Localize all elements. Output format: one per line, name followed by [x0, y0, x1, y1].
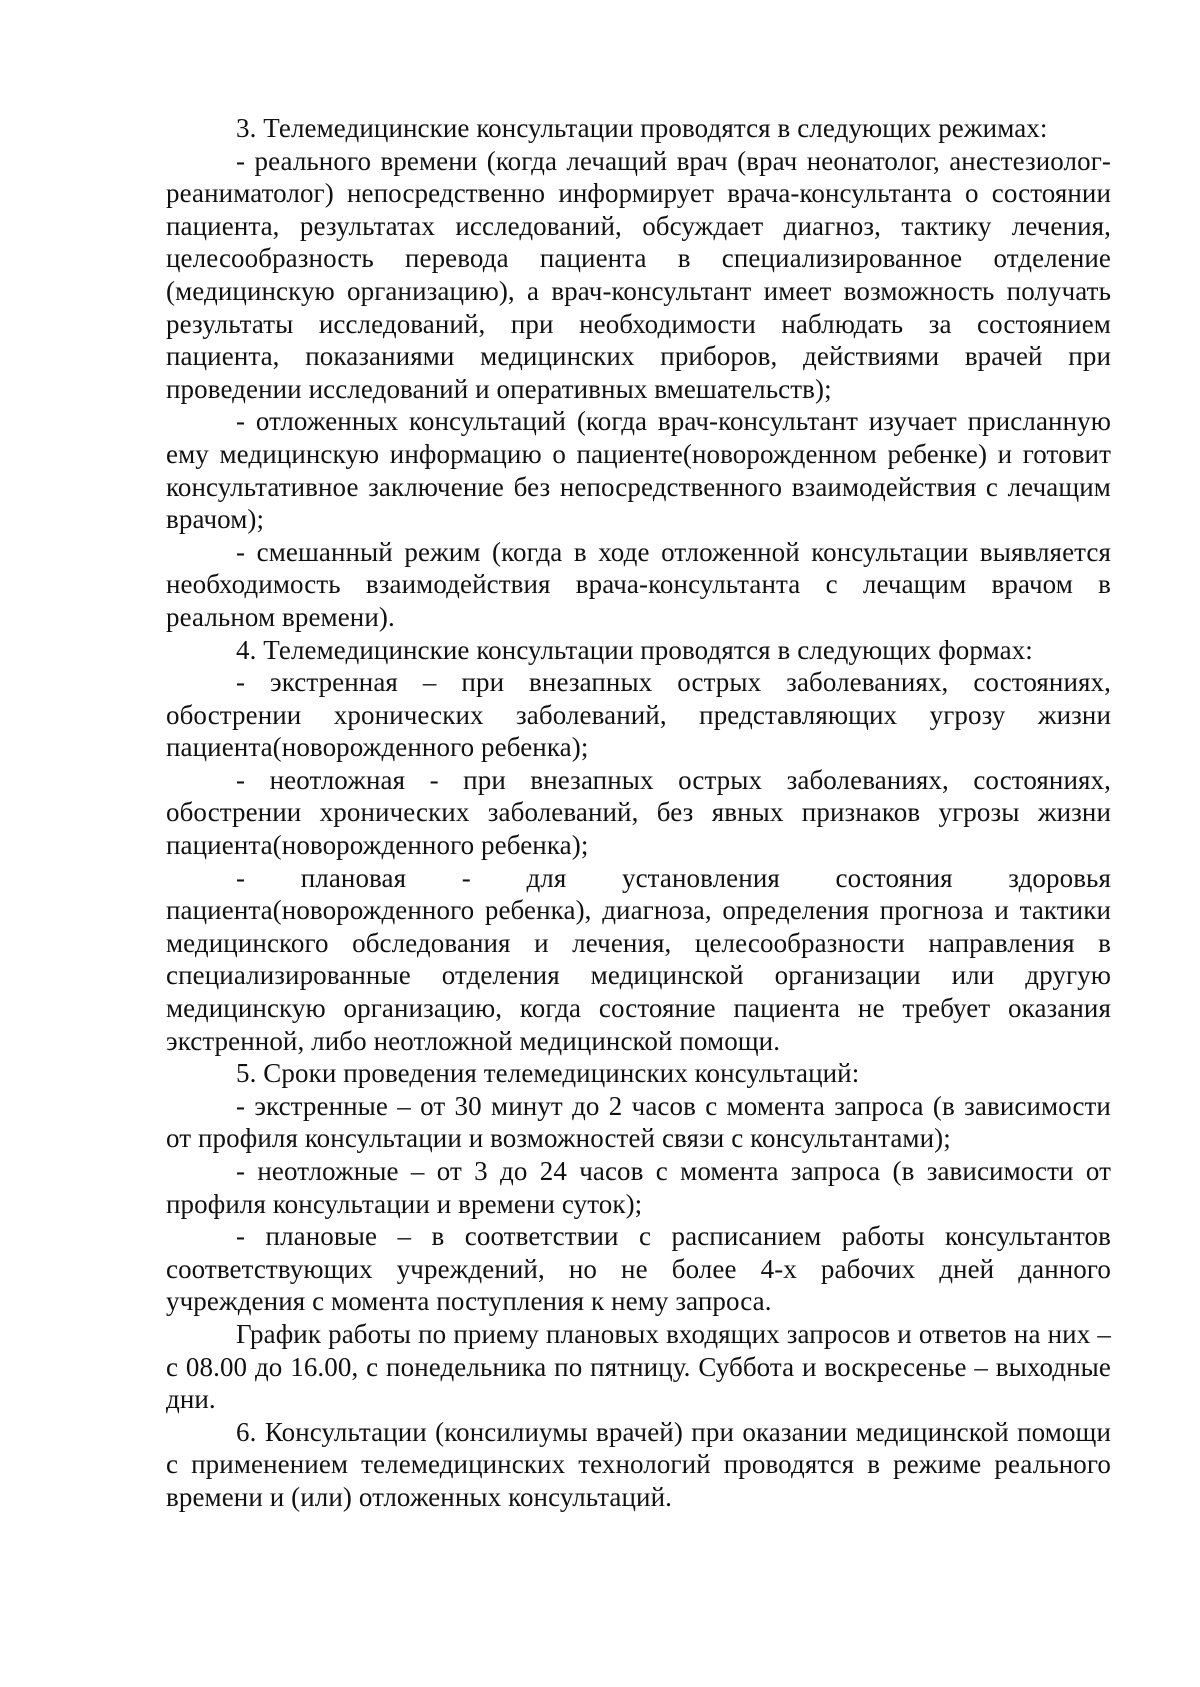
paragraph-section-4-heading: 4. Телемедицинские консультации проводятся в следующих формах:: [236, 634, 1033, 665]
paragraph-realtime-mode: - реального времени (когда лечащий врач (врач неонатолог, анестезиолог-реаниматолог) непосредственно информирует врача-консультанта о состоянии пациента, результатах исследований, обсуждает диагноз, тактику лечения, целесообразность перевода пациента в специализированное отделение (медицинскую организацию), а врач-консультант имеет возможность получать результаты исследований, при необходимости наблюдать за состоянием пациента, показаниями медицинских приборов, действиями врачей при проведении исследований и оперативных вмешательств);: [166, 145, 1111, 404]
paragraph-planned-form: - плановая - для установления состояния здоровья пациента(новорожденного ребенка), диагноза, определения прогноза и тактики медицинского обследования и лечения, целесообразности направления в специализированные отделения медицинской организации или другую медицинскую организацию, когда состояние пациента не требует оказания экстренной, либо неотложной медицинской помощи.: [166, 862, 1111, 1056]
paragraph-urgent-terms: - неотложные – от 3 до 24 часов с момента запроса (в зависимости от профиля консультации и времени суток);: [166, 1156, 1111, 1219]
paragraph-section-3-heading: 3. Телемедицинские консультации проводятся в следующих режимах:: [236, 113, 1048, 143]
paragraph-planned-terms: - плановые – в соответствии с расписанием работы консультантов соответствующих учреждений, но не более 4-х рабочих дней данного учреждения с момента поступления к нему запроса.: [166, 1221, 1111, 1317]
paragraph-work-schedule: График работы по приему плановых входящих запросов и ответов на них – с 08.00 до 16.00, с понедельника по пятницу. Суббота и воскресенье – выходные дни.: [166, 1318, 1111, 1415]
paragraph-emergency-form: - экстренная – при внезапных острых заболеваниях, состояниях, обострении хронических заболеваний, представляющих угрозу жизни пациента(новорожденного ребенка);: [166, 667, 1111, 763]
document-page: [166, 112, 1111, 1514]
paragraph-emergency-terms: - экстренные – от 30 минут до 2 часов с момента запроса (в зависимости от профиля консультации и возможностей связи с консультантами);: [166, 1090, 1111, 1154]
paragraph-mixed-mode: - смешанный режим (когда в ходе отложенной консультации выявляется необходимость взаимодействия врача-консультанта с лечащим врачом в реальном времени).: [166, 536, 1111, 632]
paragraph-section-6: 6. Консультации (консилиумы врачей) при оказании медицинской помощи с применением телемедицинских технологий проводятся в режиме реального времени и (или) отложенных консультаций.: [166, 1416, 1111, 1512]
paragraph-section-5-heading: 5. Сроки проведения телемедицинских консультаций:: [236, 1058, 860, 1089]
paragraph-deferred-mode: - отложенных консультаций (когда врач-консультант изучает присланную ему медицинскую информацию о пациенте(новорожденном ребенке) и готовит консультативное заключение без непосредственного взаимодействия с лечащим врачом);: [166, 406, 1111, 535]
paragraph-urgent-form: - неотложная - при внезапных острых заболеваниях, состояниях, обострении хронических заболеваний, без явных признаков угрозы жизни пациента(новорожденного ребенка);: [166, 764, 1111, 861]
